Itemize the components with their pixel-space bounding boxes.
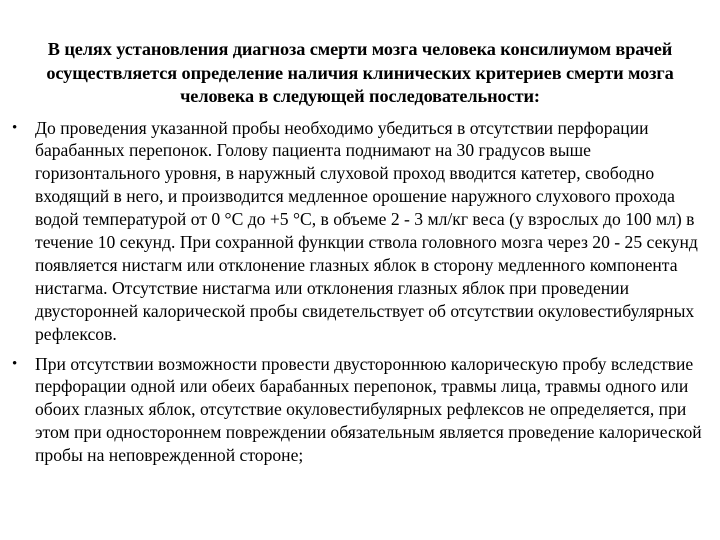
bullet-item [12,117,708,346]
bullet-item [12,353,708,468]
bullet-marker: • [12,119,18,136]
bullet-list [12,117,708,468]
bullet-text: При отсутствии возможности провести двустороннюю калорическую пробу вследствие перфорации одной или обеих барабанных перепонок, травмы лица, травмы одного или обоих глазных яблок, отсутствие окуловестибулярных рефлексов не определяется, при этом при одностороннем повреждении обязательным является проведение калорической пробы на неповрежденной стороне; [35,353,702,466]
bullet-text: До проведения указанной пробы необходимо убедиться в отсутствии перфорации барабанных перепонок. Голову пациента поднимают на 30 градусов выше горизонтального уровня, в наружный слуховой проход вводится катетер, свободно входящий в него, и производится медленное орошение наружного слухового прохода водой температурой от 0 °С до +5 °С, в объеме 2 - 3 мл/кг веса (у взрослых до 100 мл) в течение 10 секунд. При сохранной функции ствола головного мозга через 20 - 25 секунд появляется нистагм или отклонение глазных яблок в сторону медленного компонента нистагма. Отсутствие нистагма или отклонения глазных яблок при проведении двусторонней калорической пробы свидетельствует об отсутствии окуловестибулярных рефлексов. [35,117,698,344]
bullet-marker: • [12,355,18,372]
slide-title: В целях установления диагноза смерти мозга человека консилиумом врачей осуществляется определение наличия клинических критериев смерти мозга человека в следующей последовательности: [46,39,674,106]
